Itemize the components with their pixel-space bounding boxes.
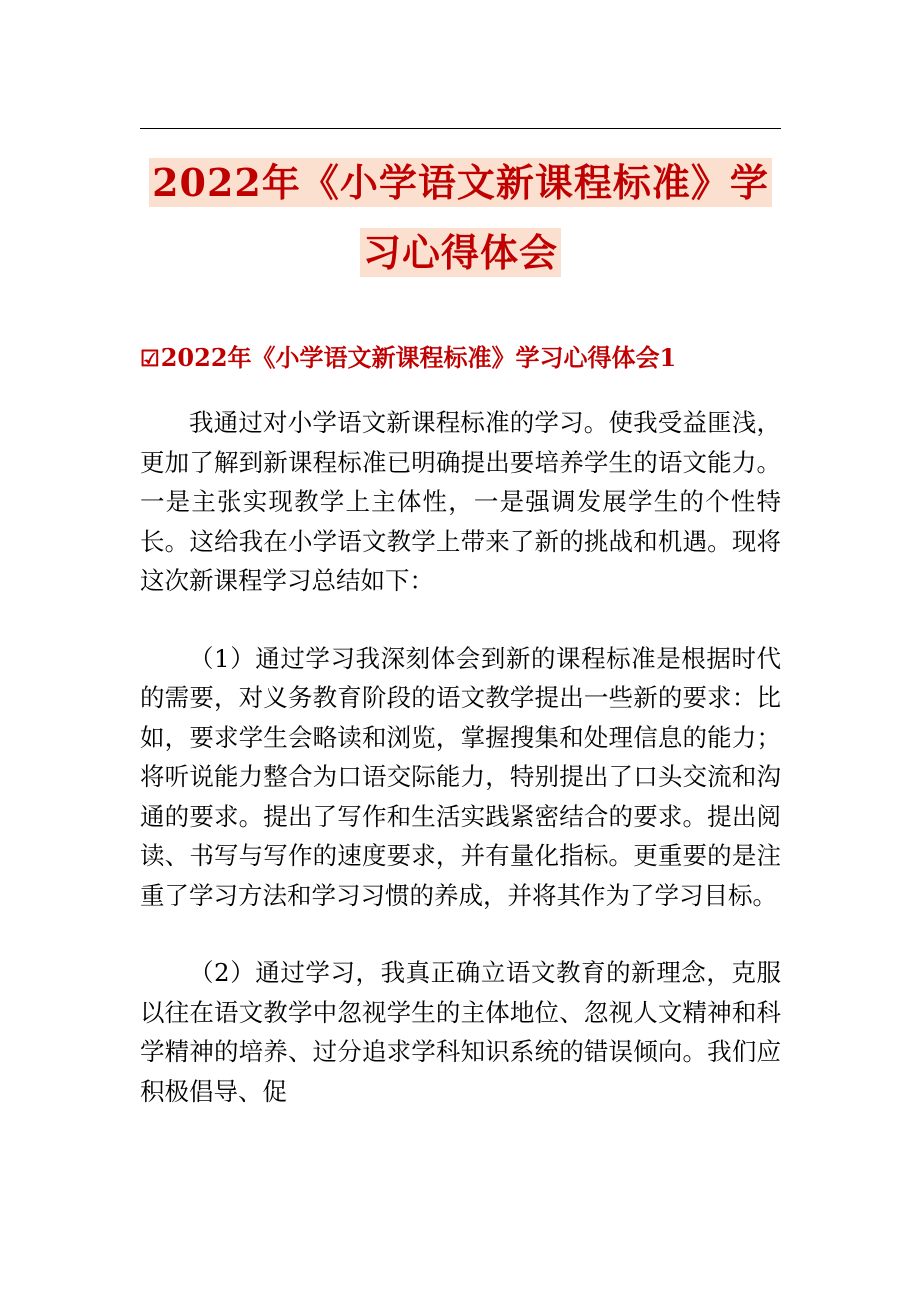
section-heading [140, 338, 781, 379]
section-heading-text: 2022年《小学语文新课程标准》学习心得体会1 [160, 343, 677, 372]
paragraph-point-1: （1）通过学习我深刻体会到新的课程标准是根据时代的需要，对义务教育阶段的语文教学提出一些新的要求：比如，要求学生会略读和浏览，掌握搜集和处理信息的能力；将听说能力整合为口语交际能力，特别提出了口头交流和沟通的要求。提出了写作和生活实践紧密结合的要求。提出阅读、书写与写作的速度要求，并有量化指标。更重要的是注重了学习方法和学习习惯的养成，并将其作为了学习目标。 [140, 643, 781, 910]
paragraph-point-2: （2）通过学习，我真正确立语文教育的新理念，克服以往在语文教学中忽视学生的主体地位、忽视人文精神和科学精神的培养、过分追求学科知识系统的错误倾向。我们应积极倡导、促 [140, 958, 781, 1106]
document-body [140, 403, 781, 1149]
checkbox-checked-icon: ☑ [140, 346, 160, 372]
paragraph-intro: 我通过对小学语文新课程标准的学习。使我受益匪浅，更加了解到新课程标准已明确提出要培养学生的语文能力。一是主张实现教学上主体性，一是强调发展学生的个性特长。这给我在小学语文教学上带来了新的挑战和机遇。现将这次新课程学习总结如下： [140, 408, 781, 595]
document-title [140, 148, 781, 288]
document-title-text: 2022年《小学语文新课程标准》学习心得体会 [149, 158, 772, 277]
header-rule [140, 128, 781, 129]
